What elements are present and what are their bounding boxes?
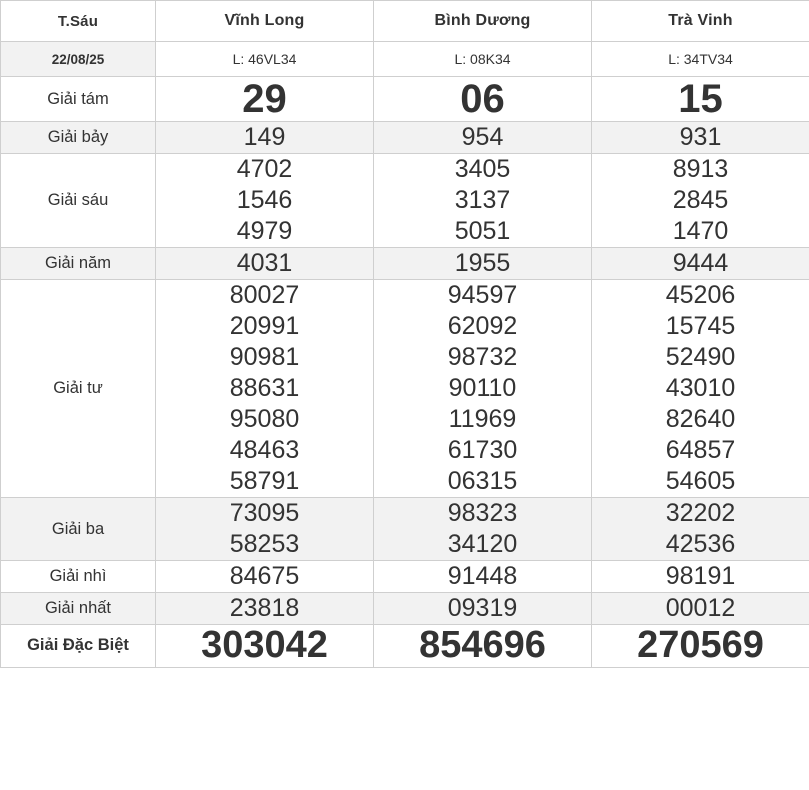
prize-label: Giải tư xyxy=(1,280,156,498)
prize-numbers: 854696 xyxy=(374,625,592,668)
license-1: L: 46VL34 xyxy=(156,42,374,77)
prize-numbers: 00012 xyxy=(592,593,809,625)
prize-numbers: 4702 1546 4979 xyxy=(156,154,374,248)
province-header-2[interactable]: Bình Dương xyxy=(374,1,592,42)
prize-label: Giải bảy xyxy=(1,122,156,154)
prize-numbers: 931 xyxy=(592,122,809,154)
table-row xyxy=(1,122,809,154)
date-license-row xyxy=(1,42,809,77)
prize-numbers: 32202 42536 xyxy=(592,498,809,561)
prize-numbers: 98323 34120 xyxy=(374,498,592,561)
prize-numbers: 98191 xyxy=(592,561,809,593)
prize-numbers: 4031 xyxy=(156,248,374,280)
table-row xyxy=(1,593,809,625)
draw-date: 22/08/25 xyxy=(1,42,156,77)
prize-label: Giải ba xyxy=(1,498,156,561)
prize-label: Giải nhì xyxy=(1,561,156,593)
weekday-header: T.Sáu xyxy=(1,1,156,42)
prize-numbers: 29 xyxy=(156,77,374,122)
table-body xyxy=(1,1,809,668)
table-header-row xyxy=(1,1,809,42)
prize-numbers: 8913 2845 1470 xyxy=(592,154,809,248)
prize-label: Giải nhất xyxy=(1,593,156,625)
table-row xyxy=(1,625,809,668)
prize-label: Giải sáu xyxy=(1,154,156,248)
prize-numbers: 954 xyxy=(374,122,592,154)
prize-numbers: 45206 15745 52490 43010 82640 64857 54605 xyxy=(592,280,809,498)
table-row xyxy=(1,154,809,248)
prize-label: Giải Đặc Biệt xyxy=(1,625,156,668)
table-row xyxy=(1,280,809,498)
license-2: L: 08K34 xyxy=(374,42,592,77)
table-row xyxy=(1,77,809,122)
prize-numbers: 80027 20991 90981 88631 95080 48463 58791 xyxy=(156,280,374,498)
table-row xyxy=(1,248,809,280)
license-3: L: 34TV34 xyxy=(592,42,809,77)
prize-numbers: 73095 58253 xyxy=(156,498,374,561)
prize-numbers: 149 xyxy=(156,122,374,154)
prize-label: Giải năm xyxy=(1,248,156,280)
prize-numbers: 94597 62092 98732 90110 11969 61730 06315 xyxy=(374,280,592,498)
prize-numbers: 23818 xyxy=(156,593,374,625)
province-header-1[interactable]: Vĩnh Long xyxy=(156,1,374,42)
prize-numbers: 06 xyxy=(374,77,592,122)
table-row xyxy=(1,498,809,561)
prize-numbers: 15 xyxy=(592,77,809,122)
prize-numbers: 303042 xyxy=(156,625,374,668)
prize-numbers: 270569 xyxy=(592,625,809,668)
province-header-3[interactable]: Trà Vinh xyxy=(592,1,809,42)
prize-label: Giải tám xyxy=(1,77,156,122)
prize-numbers: 91448 xyxy=(374,561,592,593)
prize-numbers: 3405 3137 5051 xyxy=(374,154,592,248)
prize-numbers: 1955 xyxy=(374,248,592,280)
prize-numbers: 09319 xyxy=(374,593,592,625)
table-row xyxy=(1,561,809,593)
prize-numbers: 84675 xyxy=(156,561,374,593)
prize-numbers: 9444 xyxy=(592,248,809,280)
